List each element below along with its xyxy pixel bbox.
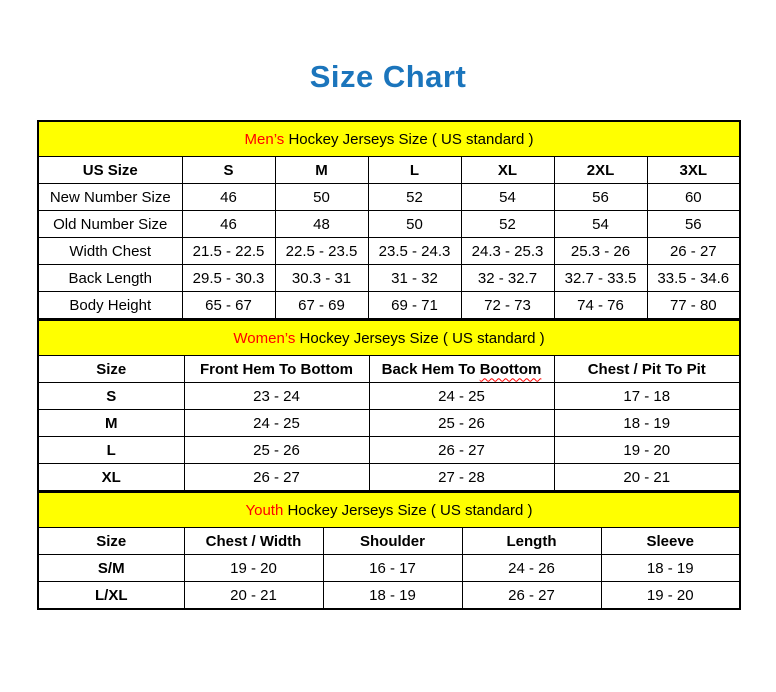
size-tables — [37, 120, 739, 610]
value-cell: 26 - 27 — [369, 437, 554, 464]
table-row — [38, 292, 740, 320]
value-cell: 24 - 26 — [462, 555, 601, 582]
value-cell: 19 - 20 — [554, 437, 740, 464]
value-cell: 32 - 32.7 — [461, 265, 554, 292]
mens-size-table — [37, 120, 741, 320]
mens-table-banner — [38, 121, 740, 157]
table-row — [38, 265, 740, 292]
header-cell: Front Hem To Bottom — [184, 356, 369, 383]
value-cell: 21.5 - 22.5 — [182, 238, 275, 265]
value-cell: 25.3 - 26 — [554, 238, 647, 265]
value-cell: 23.5 - 24.3 — [368, 238, 461, 265]
value-cell: 77 - 80 — [647, 292, 740, 320]
value-cell: 33.5 - 34.6 — [647, 265, 740, 292]
value-cell: 31 - 32 — [368, 265, 461, 292]
row-label: L — [38, 437, 184, 464]
value-cell: 20 - 21 — [184, 582, 323, 610]
row-label: Body Height — [38, 292, 182, 320]
value-cell: 67 - 69 — [275, 292, 368, 320]
value-cell: 72 - 73 — [461, 292, 554, 320]
row-label: Old Number Size — [38, 211, 182, 238]
value-cell: 29.5 - 30.3 — [182, 265, 275, 292]
value-cell: 54 — [554, 211, 647, 238]
value-cell: 46 — [182, 184, 275, 211]
value-cell: 26 - 27 — [647, 238, 740, 265]
table-row — [38, 464, 740, 492]
womens-size-table — [37, 319, 741, 492]
header-cell: US Size — [38, 157, 182, 184]
misspelled-word: Boottom — [479, 360, 542, 378]
header-cell: M — [275, 157, 368, 184]
value-cell: 26 - 27 — [184, 464, 369, 492]
header-cell: Chest / Width — [184, 528, 323, 555]
banner-text: Hockey Jerseys Size ( US standard ) — [284, 130, 534, 148]
value-cell: 24 - 25 — [184, 410, 369, 437]
banner-highlight: Women’s — [233, 329, 296, 347]
value-cell: 50 — [275, 184, 368, 211]
banner-row — [38, 492, 740, 528]
value-cell: 46 — [182, 211, 275, 238]
banner-highlight: Youth — [245, 501, 284, 519]
header-cell — [369, 356, 554, 383]
value-cell: 20 - 21 — [554, 464, 740, 492]
value-cell: 54 — [461, 184, 554, 211]
value-cell: 23 - 24 — [184, 383, 369, 410]
value-cell: 52 — [461, 211, 554, 238]
value-cell: 56 — [554, 184, 647, 211]
header-cell: Size — [38, 528, 184, 555]
value-cell: 32.7 - 33.5 — [554, 265, 647, 292]
header-row — [38, 528, 740, 555]
header-cell: 2XL — [554, 157, 647, 184]
row-label: L/XL — [38, 582, 184, 610]
value-cell: 69 - 71 — [368, 292, 461, 320]
value-cell: 74 - 76 — [554, 292, 647, 320]
header-cell: Sleeve — [601, 528, 740, 555]
youth-table-banner — [38, 492, 740, 528]
row-label: S/M — [38, 555, 184, 582]
header-cell: Size — [38, 356, 184, 383]
table-row — [38, 383, 740, 410]
header-row — [38, 157, 740, 184]
value-cell: 52 — [368, 184, 461, 211]
page-title: Size Chart — [309, 59, 467, 94]
row-label: S — [38, 383, 184, 410]
row-label: XL — [38, 464, 184, 492]
value-cell: 48 — [275, 211, 368, 238]
youth-size-table — [37, 491, 741, 610]
value-cell: 22.5 - 23.5 — [275, 238, 368, 265]
banner-highlight: Men’s — [244, 130, 285, 148]
table-row — [38, 211, 740, 238]
value-cell: 60 — [647, 184, 740, 211]
value-cell: 16 - 17 — [323, 555, 462, 582]
value-cell: 27 - 28 — [369, 464, 554, 492]
row-label: Width Chest — [38, 238, 182, 265]
header-cell: 3XL — [647, 157, 740, 184]
banner-text: Hockey Jerseys Size ( US standard ) — [283, 501, 533, 519]
header-cell: Chest / Pit To Pit — [554, 356, 740, 383]
header-cell: L — [368, 157, 461, 184]
row-label: New Number Size — [38, 184, 182, 211]
banner-row — [38, 320, 740, 356]
banner-text: Hockey Jerseys Size ( US standard ) — [295, 329, 545, 347]
table-row — [38, 184, 740, 211]
header-cell: Length — [462, 528, 601, 555]
table-row — [38, 437, 740, 464]
header-cell: XL — [461, 157, 554, 184]
womens-table-banner — [38, 320, 740, 356]
value-cell: 56 — [647, 211, 740, 238]
row-label: Back Length — [38, 265, 182, 292]
banner-row — [38, 121, 740, 157]
value-cell: 19 - 20 — [601, 582, 740, 610]
table-row — [38, 555, 740, 582]
value-cell: 30.3 - 31 — [275, 265, 368, 292]
value-cell: 18 - 19 — [554, 410, 740, 437]
value-cell: 25 - 26 — [184, 437, 369, 464]
header-cell: Shoulder — [323, 528, 462, 555]
value-cell: 18 - 19 — [601, 555, 740, 582]
header-text: Back Hem To — [381, 360, 480, 378]
value-cell: 50 — [368, 211, 461, 238]
value-cell: 18 - 19 — [323, 582, 462, 610]
value-cell: 19 - 20 — [184, 555, 323, 582]
value-cell: 25 - 26 — [369, 410, 554, 437]
value-cell: 24.3 - 25.3 — [461, 238, 554, 265]
table-row — [38, 410, 740, 437]
value-cell: 24 - 25 — [369, 383, 554, 410]
row-label: M — [38, 410, 184, 437]
header-row — [38, 356, 740, 383]
table-row — [38, 582, 740, 610]
table-row — [38, 238, 740, 265]
value-cell: 26 - 27 — [462, 582, 601, 610]
value-cell: 17 - 18 — [554, 383, 740, 410]
header-cell: S — [182, 157, 275, 184]
value-cell: 65 - 67 — [182, 292, 275, 320]
